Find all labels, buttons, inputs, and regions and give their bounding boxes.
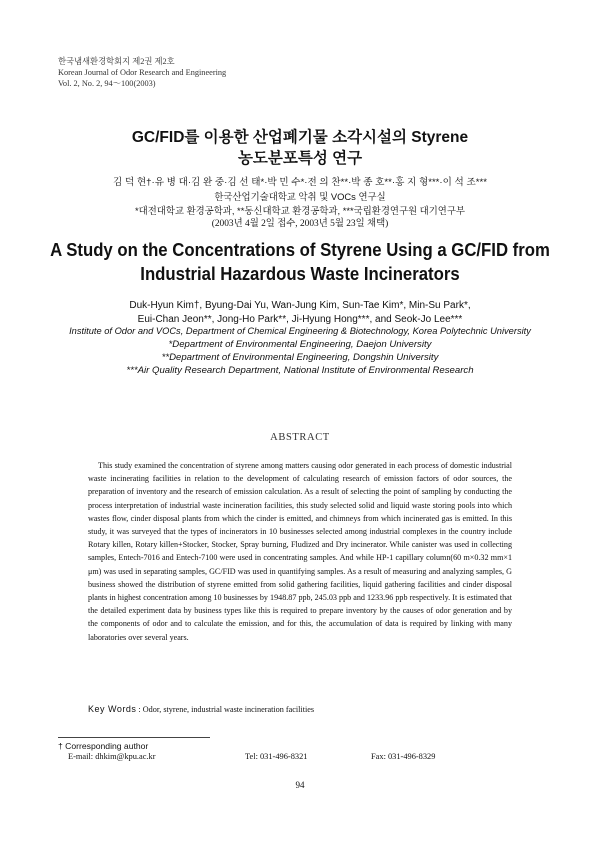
keywords — [88, 704, 314, 714]
author-telephone: Tel: 031-496-8321 — [245, 752, 308, 761]
english-authors-line-1: Duk-Hyun Kim†, Byung-Dai Yu, Wan-Jung Kim, Sun-Tae Kim*, Min-Su Park*, — [129, 300, 471, 311]
page-number: 94 — [295, 780, 305, 790]
keywords-text: Odor, styrene, industrial waste incineration facilities — [142, 705, 315, 714]
english-title-line-1: A Study on the Concentrations of Styrene Using a GC/FID from — [50, 240, 550, 260]
abstract-heading: ABSTRACT — [270, 432, 330, 443]
korean-title-line-1: GC/FID를 이용한 산업폐기물 소각시설의 Styrene — [131, 129, 469, 146]
received-accepted-dates: (2003년 4월 2일 접수, 2003년 5월 23일 채택) — [211, 219, 389, 229]
journal-name-korean: 한국냄새환경학회지 제2권 제2호 — [58, 57, 175, 66]
journal-name-english: Korean Journal of Odor Research and Engineering — [58, 68, 227, 77]
english-affiliation-4: ***Air Quality Research Department, National Institute of Environmental Research — [126, 365, 474, 376]
english-title-line-2: Industrial Hazardous Waste Incinerators — [140, 264, 460, 284]
author-fax: Fax: 031-496-8329 — [371, 752, 436, 761]
english-affiliation-3: **Department of Environmental Engineering, Dongshin University — [161, 352, 439, 363]
korean-affiliation-2: *대전대학교 환경공학과, **동신대학교 환경공학과, ***국립환경연구원 대기연구부 — [135, 205, 465, 216]
english-authors-line-2: Eui-Chan Jeon**, Jong-Ho Park**, Ji-Hyung Hong***, and Seok-Jo Lee*** — [137, 314, 463, 325]
footnote-divider — [58, 737, 210, 738]
abstract-body: This study examined the concentration of styrene among matters causing odor generated in each process of domestic industrial waste incinerating facilities in relation to the development of calculating research of emission factors of odor sources, the preparation of inventory and the research of emission calculation. As a result of selecting the point of sampling by conducting the process interpretation of industrial waste incineration facilities, this study selected solid and liquid waste storing pools into which wastes flow, cinder disposal plants from which the cinder is emitted, and chimneys from which incinerated gas is emitted. In this study, it was surveyed that the types of incinerators in 10 businesses selected among industrial complexes in the country include Rotary killen, Rotary killen+Stocker, Stocker, Spray burning, Fludized and Dry incinerator. While canister was used in collecting samples, Entech-7016 and Entech-7100 were used in concentrating samples. And while HP-1 capillary column(60 m×0.32 mm×1 μm) was used in separating samples, GC/FID was used in quantifying samples. As a result of measuring and analyzing samples, G business showed the distribution of styrene emitted from solid gathering facilities, liquid gathering facilities and cinder disposal plants in highest concentration among 10 businesses by 1948.87 ppb, 245.03 ppb and 1233.96 ppb respectively. It is estimated that the detailed experiment data by business types like this is required to prepare inventory by the causes of odor generation and by the components of odor and to calculate the emission, and for this, the accumulation of data is required by linking with many laboratories over several years. — [88, 461, 512, 642]
english-affiliation-1: Institute of Odor and VOCs, Department of Chemical Engineering & Biotechnology, Korea Polytechnic University — [69, 326, 531, 336]
korean-authors: 김 덕 현†·유 병 대·김 완 중·김 선 태*·박 민 수*·전 의 찬**·박 종 호**·홍 지 형***·이 석 조*** — [113, 177, 487, 188]
korean-affiliation-1: 한국산업기술대학교 악취 및 VOCs 연구실 — [214, 191, 386, 202]
keywords-separator: : — [136, 705, 143, 714]
author-email: E-mail: dhkim@kpu.ac.kr — [68, 752, 156, 761]
journal-header — [58, 56, 226, 89]
corresponding-author-note: † Corresponding author — [58, 741, 149, 751]
journal-volume: Vol. 2, No. 2, 94～100(2003) — [58, 79, 156, 88]
korean-title-line-2: 농도분포특성 연구 — [237, 150, 363, 167]
english-affiliation-2: *Department of Environmental Engineering, Daejon University — [168, 339, 432, 350]
keywords-label: Key Words — [88, 704, 137, 714]
